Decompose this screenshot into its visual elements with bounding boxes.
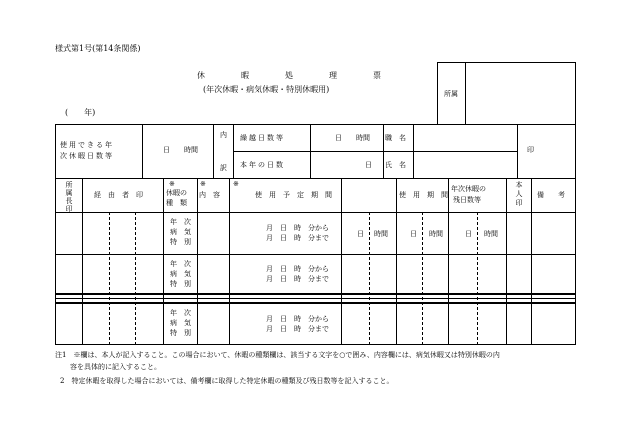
form-number: 様式第1号(第14条関係) (55, 44, 141, 53)
kind-options[interactable]: 年 次 病 気 特 別 (170, 260, 191, 288)
period-from[interactable]: 月 日 時 分から (266, 315, 329, 323)
kind-options[interactable]: 年 次 病 気 特 別 (170, 218, 191, 246)
form-title: 休 暇 処 理 票 (197, 71, 395, 80)
carryover-value[interactable]: 日 時間 (335, 134, 370, 142)
form-subtitle: (年次休暇・病気休暇・特別休暇用) (203, 85, 330, 94)
available-days-line2: 次休暇日数等 (60, 152, 114, 160)
content-header: 内 容 (199, 191, 220, 199)
person-seal-header: 本 人 印 (515, 181, 523, 207)
period-header: 使 用 予 定 期 間 (255, 191, 332, 199)
kind-header-2: 種 類 (166, 199, 187, 207)
used-hours[interactable]: 時間 (374, 230, 388, 238)
remaining-hours[interactable]: 時間 (484, 230, 498, 238)
available-days-value[interactable]: 日 時間 (163, 146, 198, 154)
carryover-label: 繰越日数等 (240, 134, 285, 142)
uchiwake-bottom: 訳 (220, 164, 227, 172)
kind-header-1: 休暇の (166, 189, 187, 197)
kind-options[interactable]: 年 次 病 気 特 別 (170, 309, 191, 337)
this-year-value[interactable]: 日 (365, 161, 372, 169)
remaining-header-1: 年次休暇の (451, 185, 486, 193)
via-seal-header: 経 由 者 印 (94, 191, 143, 199)
note-1-cont: 容を具体的に記入すること。 (70, 363, 161, 371)
seal-label: 印 (527, 146, 534, 154)
period-to[interactable]: 月 日 時 分まで (266, 275, 329, 283)
used-days[interactable]: 日 (357, 230, 364, 238)
period-mark: ※ (233, 180, 239, 188)
remarks-header: 備 考 (537, 191, 565, 199)
shozoku-label: 所属 (444, 90, 458, 98)
content-mark: ※ (200, 180, 206, 188)
this-year-label: 本年の日数 (240, 161, 285, 169)
period-from[interactable]: 月 日 時 分から (266, 265, 329, 273)
period-from[interactable]: 月 日 時 分から (266, 224, 329, 232)
remaining-header-2: 残日数等 (453, 196, 481, 204)
uchiwake-top: 内 (220, 131, 227, 139)
kind-mark: ※ (169, 180, 175, 188)
used-period-header: 使 用 期 間 (399, 191, 448, 199)
shokumei-label: 職 名 (385, 134, 406, 142)
used-period-days[interactable]: 日 (410, 230, 417, 238)
shimei-label: 氏 名 (385, 161, 406, 169)
used-period-hours[interactable]: 時間 (429, 230, 443, 238)
remaining-days[interactable]: 日 (465, 230, 472, 238)
shozoku-cho-header: 所 属 長 印 (65, 181, 73, 213)
available-days-line1: 使用できる年 (60, 141, 114, 149)
note-2: 2 特定休暇を取得した場合においては、備考欄に取得した特定休暇の種類及び残日数等を記入すること。 (60, 377, 394, 385)
year-field[interactable]: ( 年) (65, 108, 96, 117)
period-to[interactable]: 月 日 時 分まで (266, 325, 329, 333)
note-1: 注1 ※欄は、本人が記入すること。この場合において、休暇の種類欄は、該当する文字を○で囲み、内容欄には、病気休暇又は特別休暇の内 (55, 351, 500, 359)
period-to[interactable]: 月 日 時 分まで (266, 234, 329, 242)
